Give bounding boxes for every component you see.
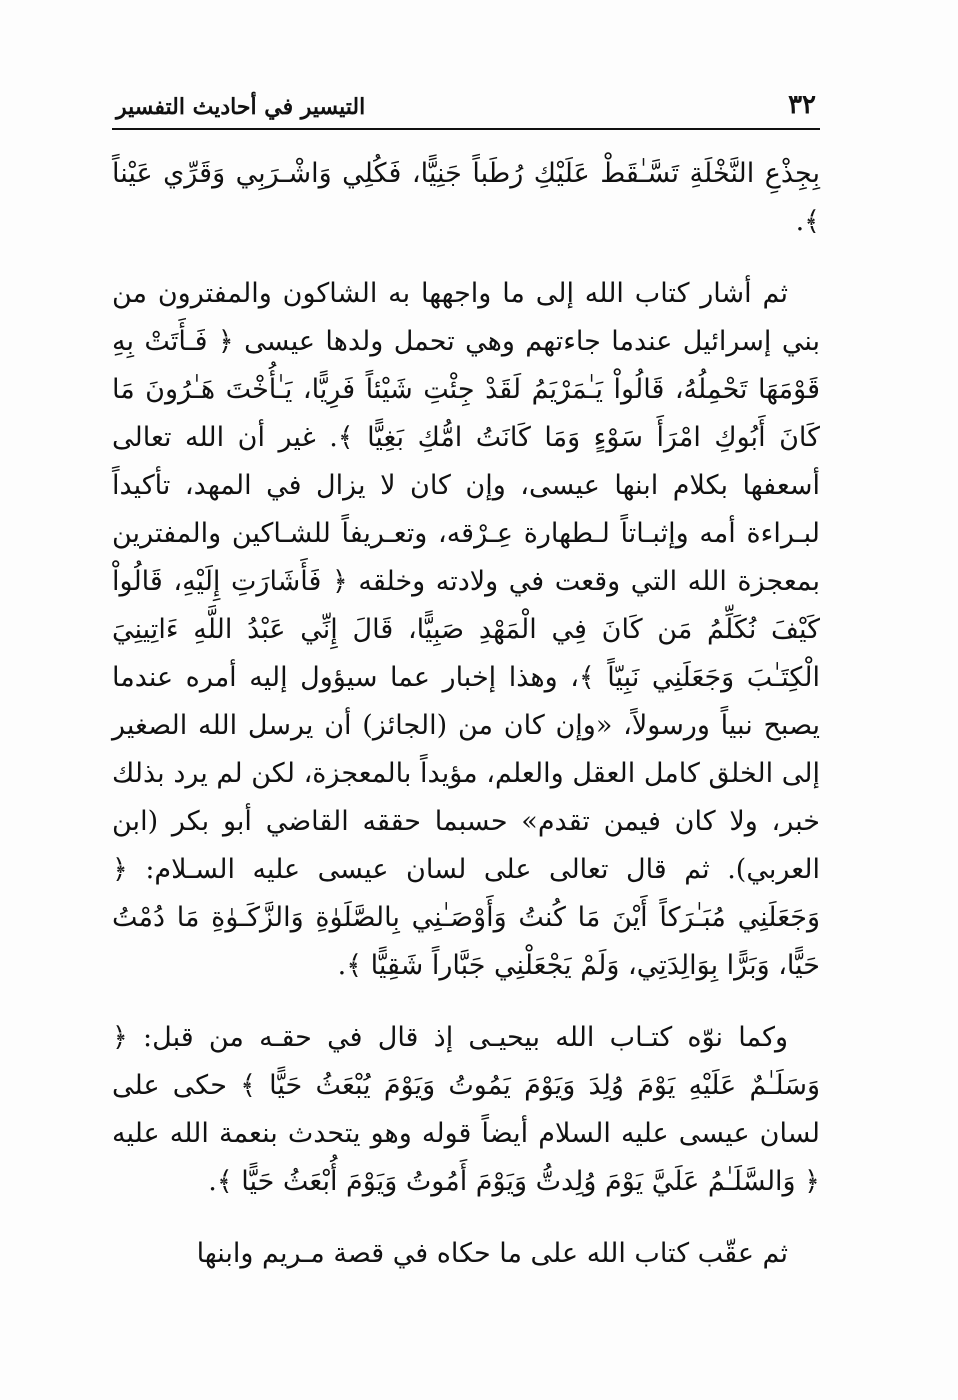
quran-verse: بِجِذْعِ النَّخْلَةِ تَسَّـٰقَطْ عَلَيْكِ رُطَباً جَنِيًّا، فَكُلِي وَاشْـرَبِي وَقَرِّي عَيْناً ﴾.: [112, 158, 820, 237]
paragraph-text: .: [337, 950, 347, 981]
running-title: التيسير في أحاديث التفسير: [116, 94, 366, 120]
quran-verse: ﴿ وَالسَّلَـٰمُ عَلَيَّ يَوْمَ وُلِدتُّ وَيَوْمَ أَمُوتُ وَيَوْمَ أُبْعَثُ حَيًّا ﴾: [216, 1166, 820, 1197]
paragraph-text: . غير أن الله تعالى أسعفها بكلام ابنها عيسى، وإن كان لا يزال في المهد، تأكيداً لبـراءة أمه وإثبـاتاً لـطهارة عِـرْقه، وتعـريفاً للشـاكين والمفترين بمعجزة الله التي وقعت في ولادته وخلقه: [112, 422, 820, 597]
paragraph-text: ثم عقّب كتاب الله على ما حكاه في قصة مـريم وابنها: [196, 1238, 788, 1269]
paragraph: [112, 1014, 820, 1206]
paragraph-text: ثم أشار كتاب الله إلى ما واجهها به الشاكون والمفترون من بني إسرائيل عندما جاءتهم وهي تحمل ولدها عيسى: [112, 278, 821, 357]
page-number: ٣٢: [788, 90, 816, 120]
paragraph-gap: [112, 1206, 820, 1230]
paragraph: [112, 150, 820, 246]
paragraph-text: .: [208, 1166, 217, 1197]
quran-verse: ﴿ فَـأَتَتْ بِهِ قَوْمَهَا تَحْمِلُهُ، قَالُواْ يَـٰمَرْيَمُ لَقَدْ جِئْتِ شَيْئاً فَرِيًّا، يَـٰأُخْتَ هَـٰرُونَ مَا كَانَ أَبُوكِ امْرَأَ سَوْءٍ وَمَا كَانَتُ امُّكِ بَغِيًّا ﴾: [112, 326, 820, 453]
paragraph: [112, 1230, 820, 1278]
paragraph-text: ، وهذا إخبار عما سيؤول إليه أمره عندما يصبح نبياً ورسولاً، «وإن كان من (الجائز) أن يرسل الله الصغير إلى الخلق كامل العقل والعلم، مؤيداً بالمعجزة، لكن لم يرد بذلك خبر، ولا كان فيمن تقدم» حسبما حققه القاضي أبو بكر (ابن العربي). ثم قال تعالى على لسان عيسى عليه السـلام:: [112, 662, 820, 885]
quran-verse: ﴿ فَأَشَارَتِ إِلَيْهِ، قَالُواْ كَيْفَ نُكَلِّمُ مَن كَانَ فِي الْمَهْدِ صَبِيًّا، قَالَ إِنِّي عَبْدُ اللَّهِ ءَاتِينِيَ الْكِتَـٰبَ وَجَعَلَنِي نَبِيّاً ﴾: [112, 566, 820, 693]
paragraph-gap: [112, 990, 820, 1014]
page-header: [112, 88, 820, 130]
page-body: [112, 150, 820, 1278]
paragraph-gap: [112, 246, 820, 270]
quran-verse: ﴿ وَسَلَـٰمٌ عَلَيْهِ يَوْمَ وُلِدَ وَيَوْمَ يَمُوتُ وَيَوْمَ يُبْعَثُ حَيًّا ﴾: [112, 1022, 820, 1101]
paragraph-text: وكما نوّه كتـاب الله بيحيـى إذ قال في حقـه من قبل:: [127, 1022, 788, 1053]
quran-verse: ﴿ وَجَعَلَنِي مُبَـٰرَكاً أَيْنَ مَا كُنتُ وَأَوْصَـٰنِي بِالصَّلَوٰةِ وَالزَّكَـوٰةِ مَا دُمْتُ حَيًّا، وَبَرًّا بِوَالِدَتِي، وَلَمْ يَجْعَلْنِي جَبَّاراً شَقِيًّا ﴾: [112, 854, 820, 981]
paragraph: [112, 270, 820, 990]
paragraph-text: حكى على لسان عيسى عليه السلام أيضاً قوله وهو يتحدث بنعمة الله عليه: [112, 1070, 820, 1149]
